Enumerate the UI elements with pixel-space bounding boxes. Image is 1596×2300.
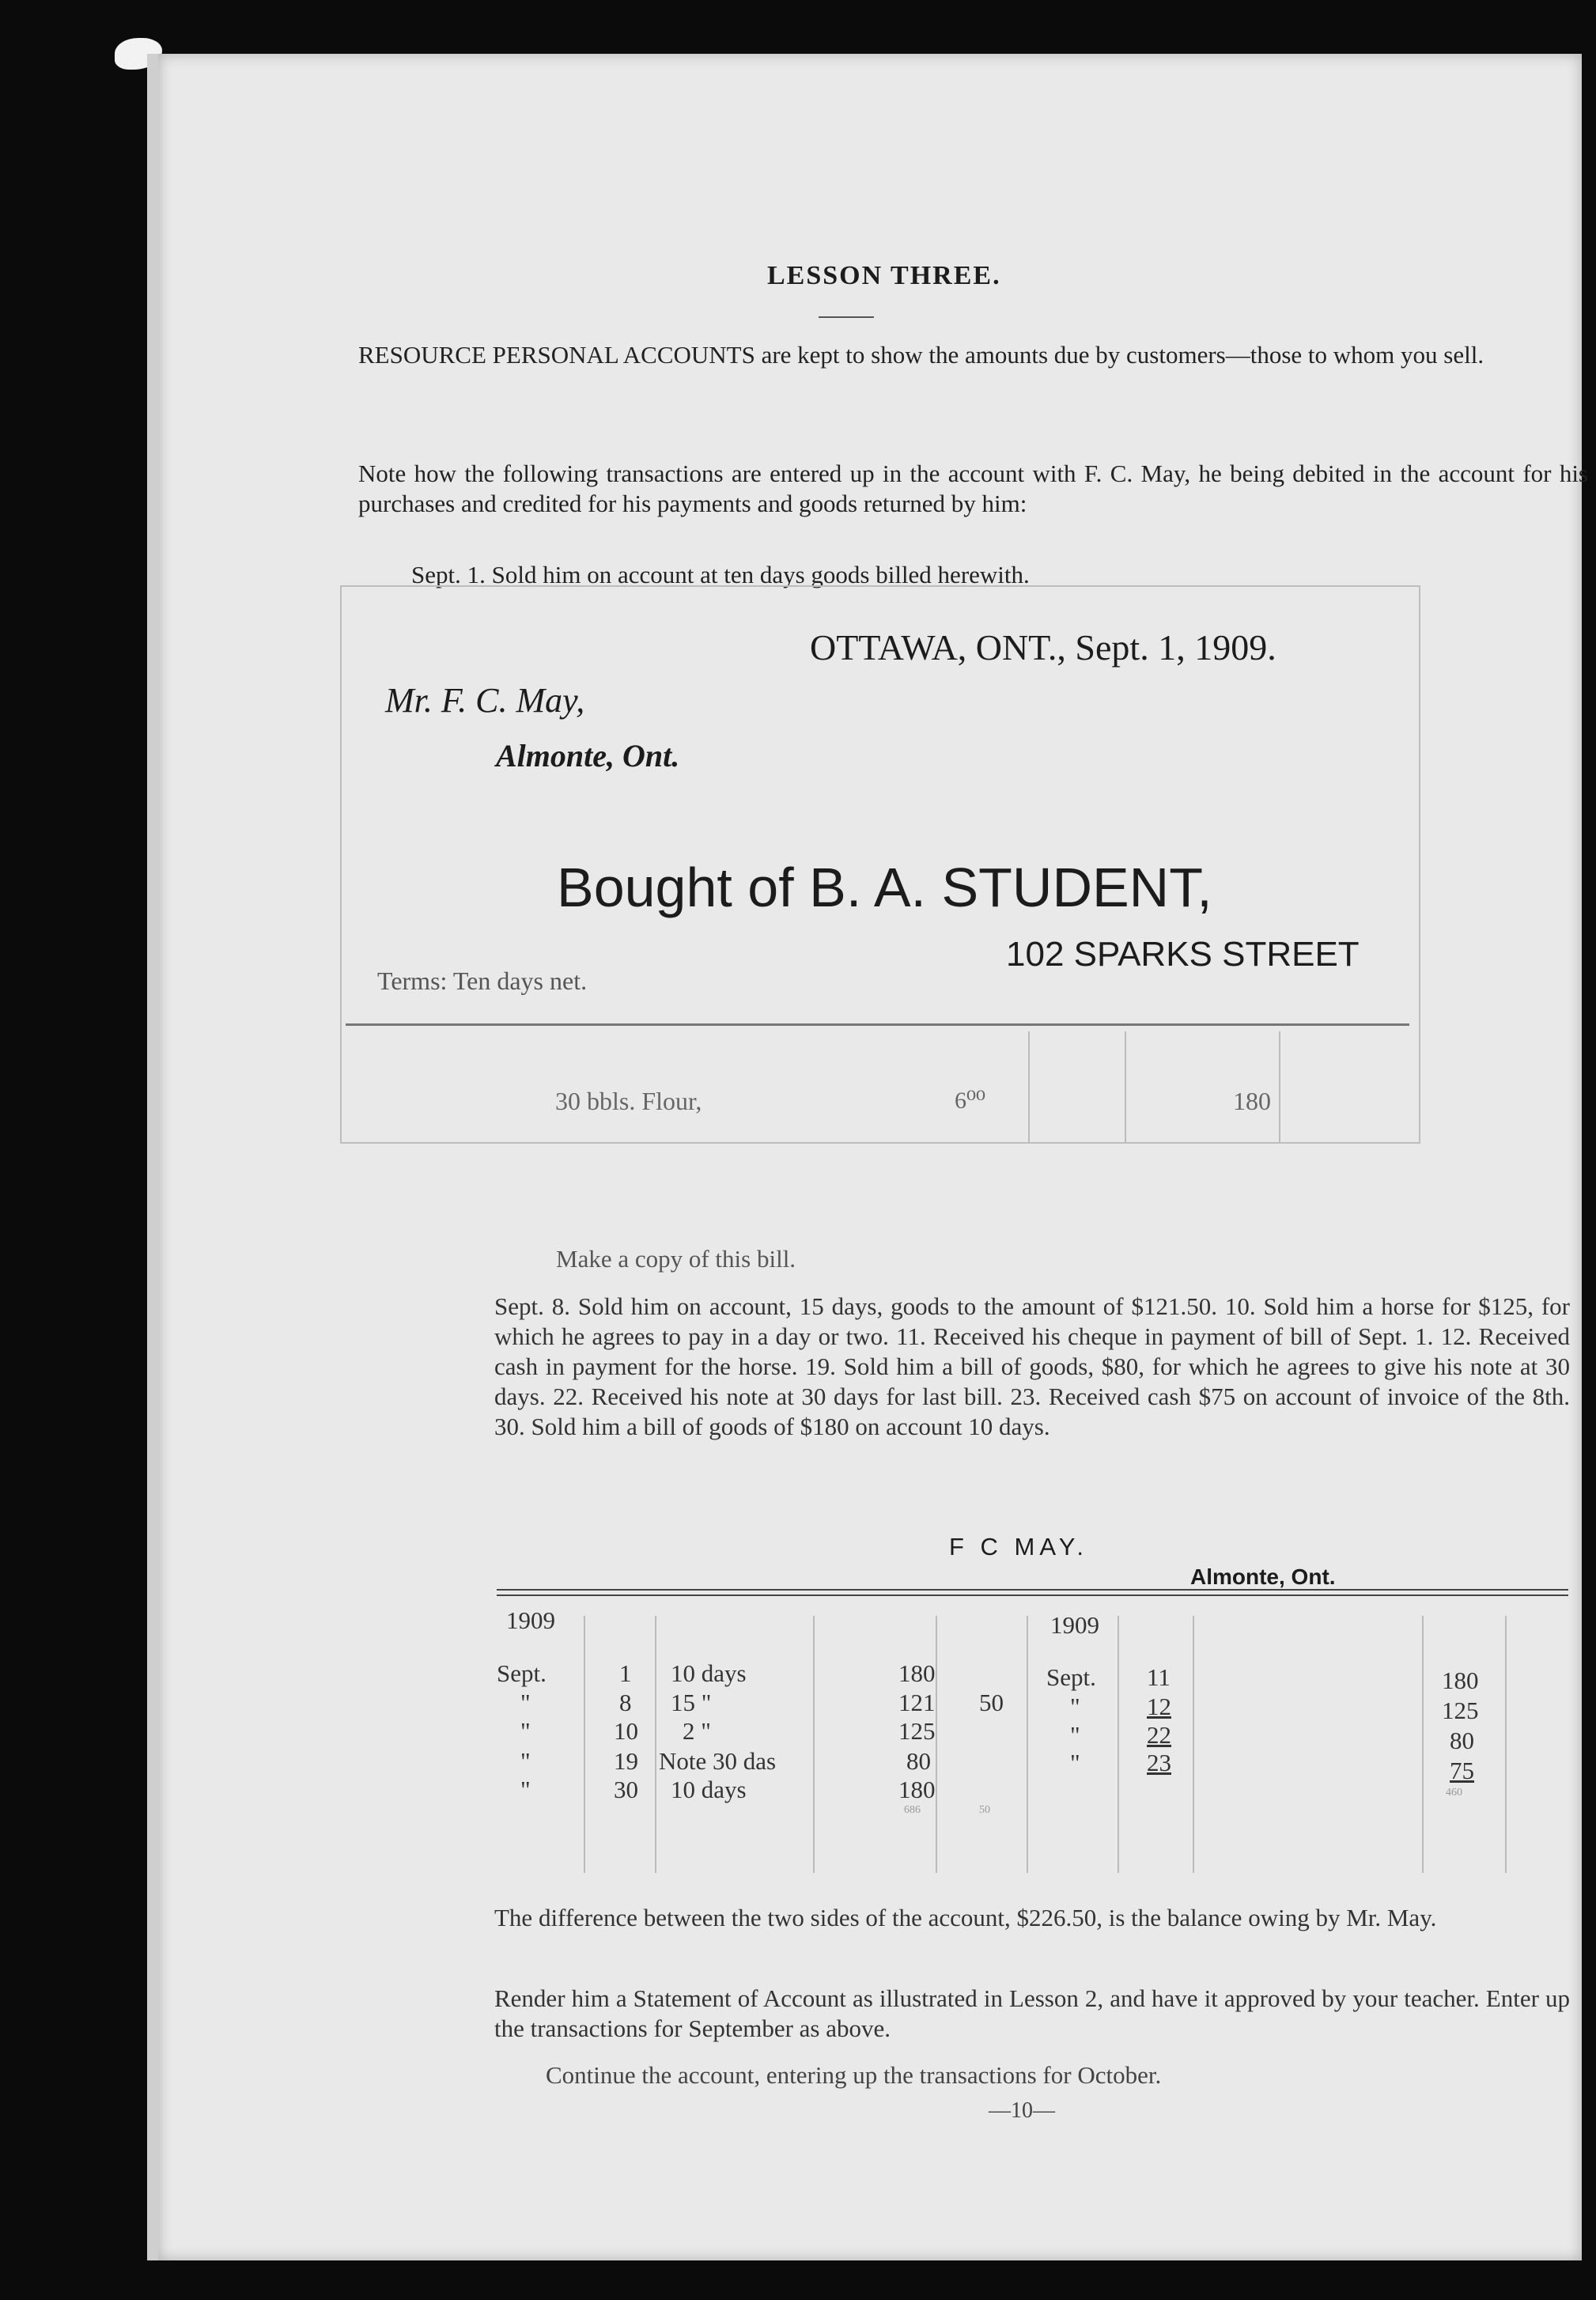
bill-column-divider [1028, 1031, 1030, 1142]
heading-rule [819, 316, 874, 318]
paragraph-copy-bill: Make a copy of this bill. [556, 1245, 796, 1273]
paragraph-sept-1: Sept. 1. Sold him on account at ten days goods billed herewith. [411, 561, 1030, 588]
ledger-column-divider [1193, 1616, 1194, 1873]
ledger-column-divider [1118, 1616, 1119, 1873]
page-number: —10— [989, 2098, 1055, 2123]
ledger-column-divider [813, 1616, 815, 1873]
ledger-debit-terms: 15 " [671, 1689, 712, 1716]
ledger-credit-day: 23 [1147, 1749, 1171, 1776]
ledger-credit-day: 22 [1147, 1721, 1171, 1749]
ledger-credit-year: 1909 [1050, 1611, 1099, 1639]
ledger-debit-dollars: 180 [898, 1659, 936, 1687]
ledger-column-divider [1505, 1616, 1507, 1873]
ledger-debit-day: 19 [614, 1747, 638, 1775]
ledger-credit-day: 12 [1147, 1693, 1171, 1720]
ledger-debit-month: Sept. [497, 1659, 546, 1687]
ledger-credit-total: 460 [1446, 1787, 1462, 1799]
ledger-credit-dollars: 125 [1442, 1697, 1479, 1724]
ledger-debit-month: " [520, 1689, 531, 1716]
bill-amount: 180 [1233, 1087, 1271, 1115]
ledger-credit-dollars: 180 [1442, 1666, 1479, 1694]
bill-customer-town: Almonte, Ont. [496, 738, 680, 774]
ledger-credit-month: Sept. [1046, 1663, 1096, 1691]
ledger-column-divider [584, 1616, 585, 1873]
paragraph-resource-accounts: RESOURCE PERSONAL ACCOUNTS are kept to show the amounts due by customers—those to whom you sell. [358, 341, 1484, 369]
bill-bought-of: Bought of B. A. STUDENT, [557, 857, 1212, 918]
bill-street: 102 SPARKS STREET [1006, 935, 1360, 974]
bill-rule [346, 1023, 1409, 1026]
ledger-column-divider [936, 1616, 937, 1873]
ledger-column-divider [655, 1616, 656, 1873]
bill-terms: Terms: Ten days net. [377, 967, 588, 995]
ledger-debit-dollars: 180 [898, 1776, 936, 1803]
invoice-bill [340, 585, 1420, 1144]
ledger-account-name: F C MAY. [949, 1533, 1089, 1560]
ledger-debit-day: 1 [619, 1659, 632, 1687]
paragraph-render-statement: Render him a Statement of Account as illustrated in Lesson 2, and have it approved by your teacher. Enter up the transactions for September as above. [494, 1984, 1570, 2042]
book-page [158, 54, 1588, 2260]
ledger-debit-cents: 50 [979, 1689, 1004, 1716]
paragraph-note: Note how the following transactions are entered up in the account with F. C. May, he being debited in the account for his purchases and credited for his payments and goods returned by him: [358, 460, 1588, 517]
bill-column-divider [1279, 1031, 1280, 1142]
ledger-debit-month: " [520, 1747, 531, 1775]
bill-item: 30 bbls. Flour, [555, 1087, 702, 1115]
ledger-column-divider [1422, 1616, 1424, 1873]
ledger-debit-month: " [520, 1776, 531, 1803]
paragraph-continue: Continue the account, entering up the transactions for October. [546, 2061, 1162, 2089]
ledger-debit-total: 686 [904, 1804, 921, 1816]
ledger-account-town: Almonte, Ont. [1190, 1564, 1336, 1589]
bill-column-divider [1125, 1031, 1126, 1142]
lesson-heading: LESSON THREE. [767, 261, 1001, 290]
ledger-account [497, 1584, 1568, 1881]
ledger-debit-day: 10 [614, 1717, 638, 1745]
ledger-debit-terms: 10 days [671, 1776, 747, 1803]
ledger-top-rule-double [497, 1594, 1568, 1596]
ledger-debit-terms: 10 days [671, 1659, 747, 1687]
ledger-credit-month: " [1070, 1749, 1080, 1776]
bill-city-date: OTTAWA, ONT., Sept. 1, 1909. [810, 627, 1276, 668]
paragraph-difference: The difference between the two sides of the account, $226.50, is the balance owing by Mr. May. [494, 1904, 1437, 1931]
ledger-credit-day: 11 [1147, 1663, 1171, 1691]
paragraph-transactions: Sept. 8. Sold him on account, 15 days, goods to the amount of $121.50. 10. Sold him a horse for $125, for which he agrees to pay in a day or two. 11. Received his cheque in payment of bill of Sept. 1. 12. Received cash in payment for the horse. 19. Sold him a bill of goods, $80, for which he agrees to give his note at 30 days. 22. Received his note at 30 days for last bill. 23. Received cash $75 on account of invoice of the 8th. 30. Sold him a bill of goods of $180 on account 10 days. [494, 1292, 1570, 1440]
ledger-credit-month: " [1070, 1721, 1080, 1749]
ledger-debit-year: 1909 [506, 1606, 555, 1634]
ledger-debit-month: " [520, 1717, 531, 1745]
ledger-debit-terms: 2 " [683, 1717, 711, 1745]
ledger-debit-dollars: 80 [906, 1747, 931, 1775]
ledger-debit-terms: Note 30 das [659, 1747, 777, 1775]
bill-customer: Mr. F. C. May, [385, 681, 585, 720]
ledger-debit-day: 30 [614, 1776, 638, 1803]
ledger-debit-total-cents: 50 [979, 1804, 990, 1816]
ledger-credit-dollars: 80 [1450, 1727, 1474, 1754]
ledger-credit-month: " [1070, 1693, 1080, 1720]
ledger-center-divider [1027, 1616, 1028, 1873]
ledger-debit-dollars: 125 [898, 1717, 936, 1745]
ledger-debit-dollars: 121 [898, 1689, 936, 1716]
ledger-debit-day: 8 [619, 1689, 632, 1716]
ledger-top-rule [497, 1589, 1568, 1591]
bill-price: 6⁰⁰ [955, 1088, 986, 1114]
ledger-credit-dollars: 75 [1450, 1757, 1474, 1784]
